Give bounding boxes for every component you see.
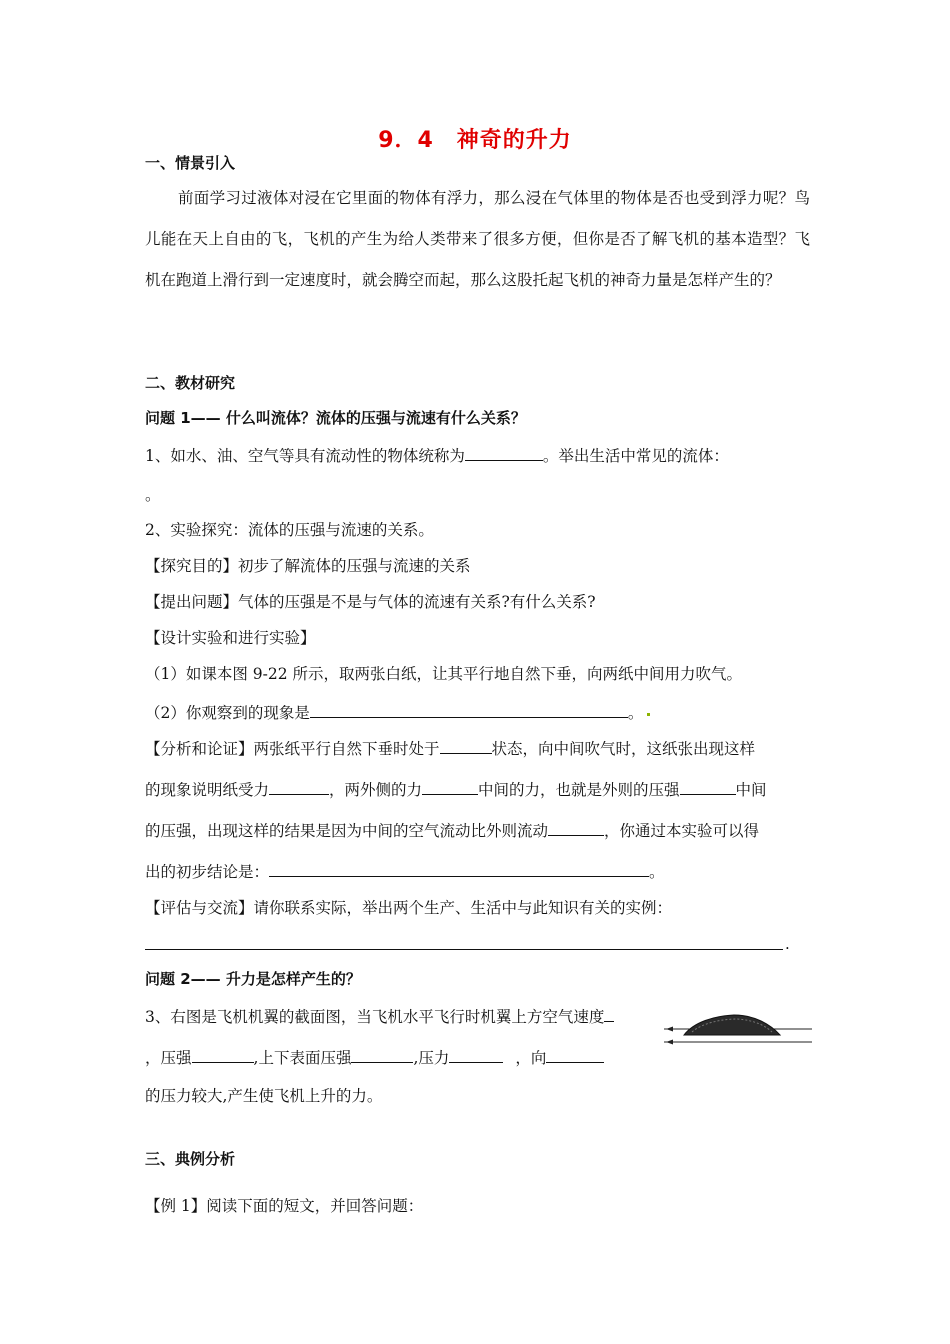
- fill-blank[interactable]: [546, 1045, 604, 1063]
- fill-blank[interactable]: [351, 1045, 413, 1063]
- fill-blank[interactable]: [269, 859, 649, 877]
- item1-text-a: 1、如水、油、空气等具有流动性的物体统称为: [145, 447, 465, 465]
- fill-blank[interactable]: [465, 443, 543, 461]
- fill-blank[interactable]: [440, 736, 492, 754]
- section1-heading: 一、情景引入: [145, 154, 236, 172]
- analysis-text: 。: [649, 863, 665, 881]
- fill-blank[interactable]: [548, 818, 604, 836]
- analysis-text: ，两外侧的力: [329, 781, 423, 799]
- section3-heading: 三、典例分析: [145, 1150, 236, 1168]
- design-line: 【设计实验和进行实验】: [145, 629, 316, 647]
- analysis-text: 出的初步结论是：: [145, 863, 270, 881]
- purpose-line: 【探究目的】初步了解流体的压强与流速的关系: [145, 557, 471, 575]
- item1-line: [145, 443, 729, 466]
- step2-text: （2）你观察到的现象是: [145, 704, 310, 722]
- item1-end: 。: [145, 486, 161, 504]
- analysis-text: ，你通过本实验可以得: [604, 822, 760, 840]
- fill-blank[interactable]: [269, 777, 329, 795]
- page-title: 9．4 神奇的升力: [378, 128, 572, 153]
- intro-paragraph: 前面学习过液体对浸在它里面的物体有浮力，那么浸在气体里的物体是否也受到浮力呢？鸟儿能在天上自由的飞，飞机的产生为给人类带来了很多方便，但你是否了解飞机的基本造型？飞机在跑道上滑行到一定速度时，就会腾空而起，那么这股托起飞机的神奇力量是怎样产生的？: [145, 189, 810, 289]
- item3-line-3: 的压力较大,产生使飞机上升的力。: [145, 1087, 383, 1105]
- step2-line: [145, 700, 650, 723]
- analysis-text: 中间: [735, 781, 767, 799]
- wing-cross-section-figure: [662, 1008, 814, 1048]
- section2-heading: 二、教材研究: [145, 374, 236, 392]
- analysis-text: 的压强，出现这样的结果是因为中间的空气流动比外则流动: [145, 822, 549, 840]
- step1-line: （1）如课本图 9-22 所示，取两张白纸，让其平行地自然下垂，向两纸中间用力吹气。: [145, 665, 743, 683]
- item3-line-1: [145, 1004, 614, 1027]
- item3-text: ,压力: [413, 1049, 450, 1067]
- step2-end: 。: [627, 704, 644, 722]
- question-line: 【提出问题】气体的压强是不是与气体的流速有关系?有什么关系?: [145, 593, 596, 611]
- marker-dot: [647, 713, 650, 716]
- analysis-line-3: [145, 818, 759, 841]
- fill-blank[interactable]: [310, 700, 628, 718]
- fill-blank[interactable]: [449, 1045, 503, 1063]
- item3-text: ，向: [515, 1049, 547, 1067]
- analysis-line-4: [145, 859, 665, 882]
- analysis-text: 状态，向中间吹气时，这纸张出现这样: [491, 740, 756, 758]
- fill-blank[interactable]: [680, 777, 736, 795]
- fill-blank[interactable]: [192, 1045, 254, 1063]
- item3-text: 3、右图是飞机机翼的截面图，当飞机水平飞行时机翼上方空气速度: [145, 1008, 605, 1026]
- question2-heading: 问题 2—— 升力是怎样产生的？: [145, 970, 361, 988]
- fill-blank[interactable]: [604, 1004, 614, 1022]
- analysis-line-2: [145, 777, 767, 800]
- analysis-line-1: [145, 736, 755, 759]
- evaluate-line: 【评估与交流】请你联系实际，举出两个生产、生活中与此知识有关的实例：: [145, 899, 673, 917]
- question1-heading: 问题 1—— 什么叫流体？流体的压强与流速有什么关系？: [145, 409, 526, 427]
- item3-text: ,上下表面压强: [253, 1049, 352, 1067]
- answer-end-dot: .: [785, 935, 790, 953]
- item3-text: ，压强: [145, 1049, 192, 1067]
- item3-line-2: [145, 1045, 604, 1068]
- fill-blank[interactable]: [422, 777, 478, 795]
- analysis-text: 【分析和论证】两张纸平行自然下垂时处于: [145, 740, 440, 758]
- answer-line[interactable]: [145, 949, 783, 950]
- analysis-text: 中间的力，也就是外则的压强: [478, 781, 680, 799]
- item2-line: 2、实验探究：流体的压强与流速的关系。: [145, 521, 434, 539]
- example1-line: 【例 1】阅读下面的短文，并回答问题：: [145, 1197, 424, 1215]
- item1-text-b: 。举出生活中常见的流体：: [542, 447, 729, 465]
- analysis-text: 的现象说明纸受力: [145, 781, 270, 799]
